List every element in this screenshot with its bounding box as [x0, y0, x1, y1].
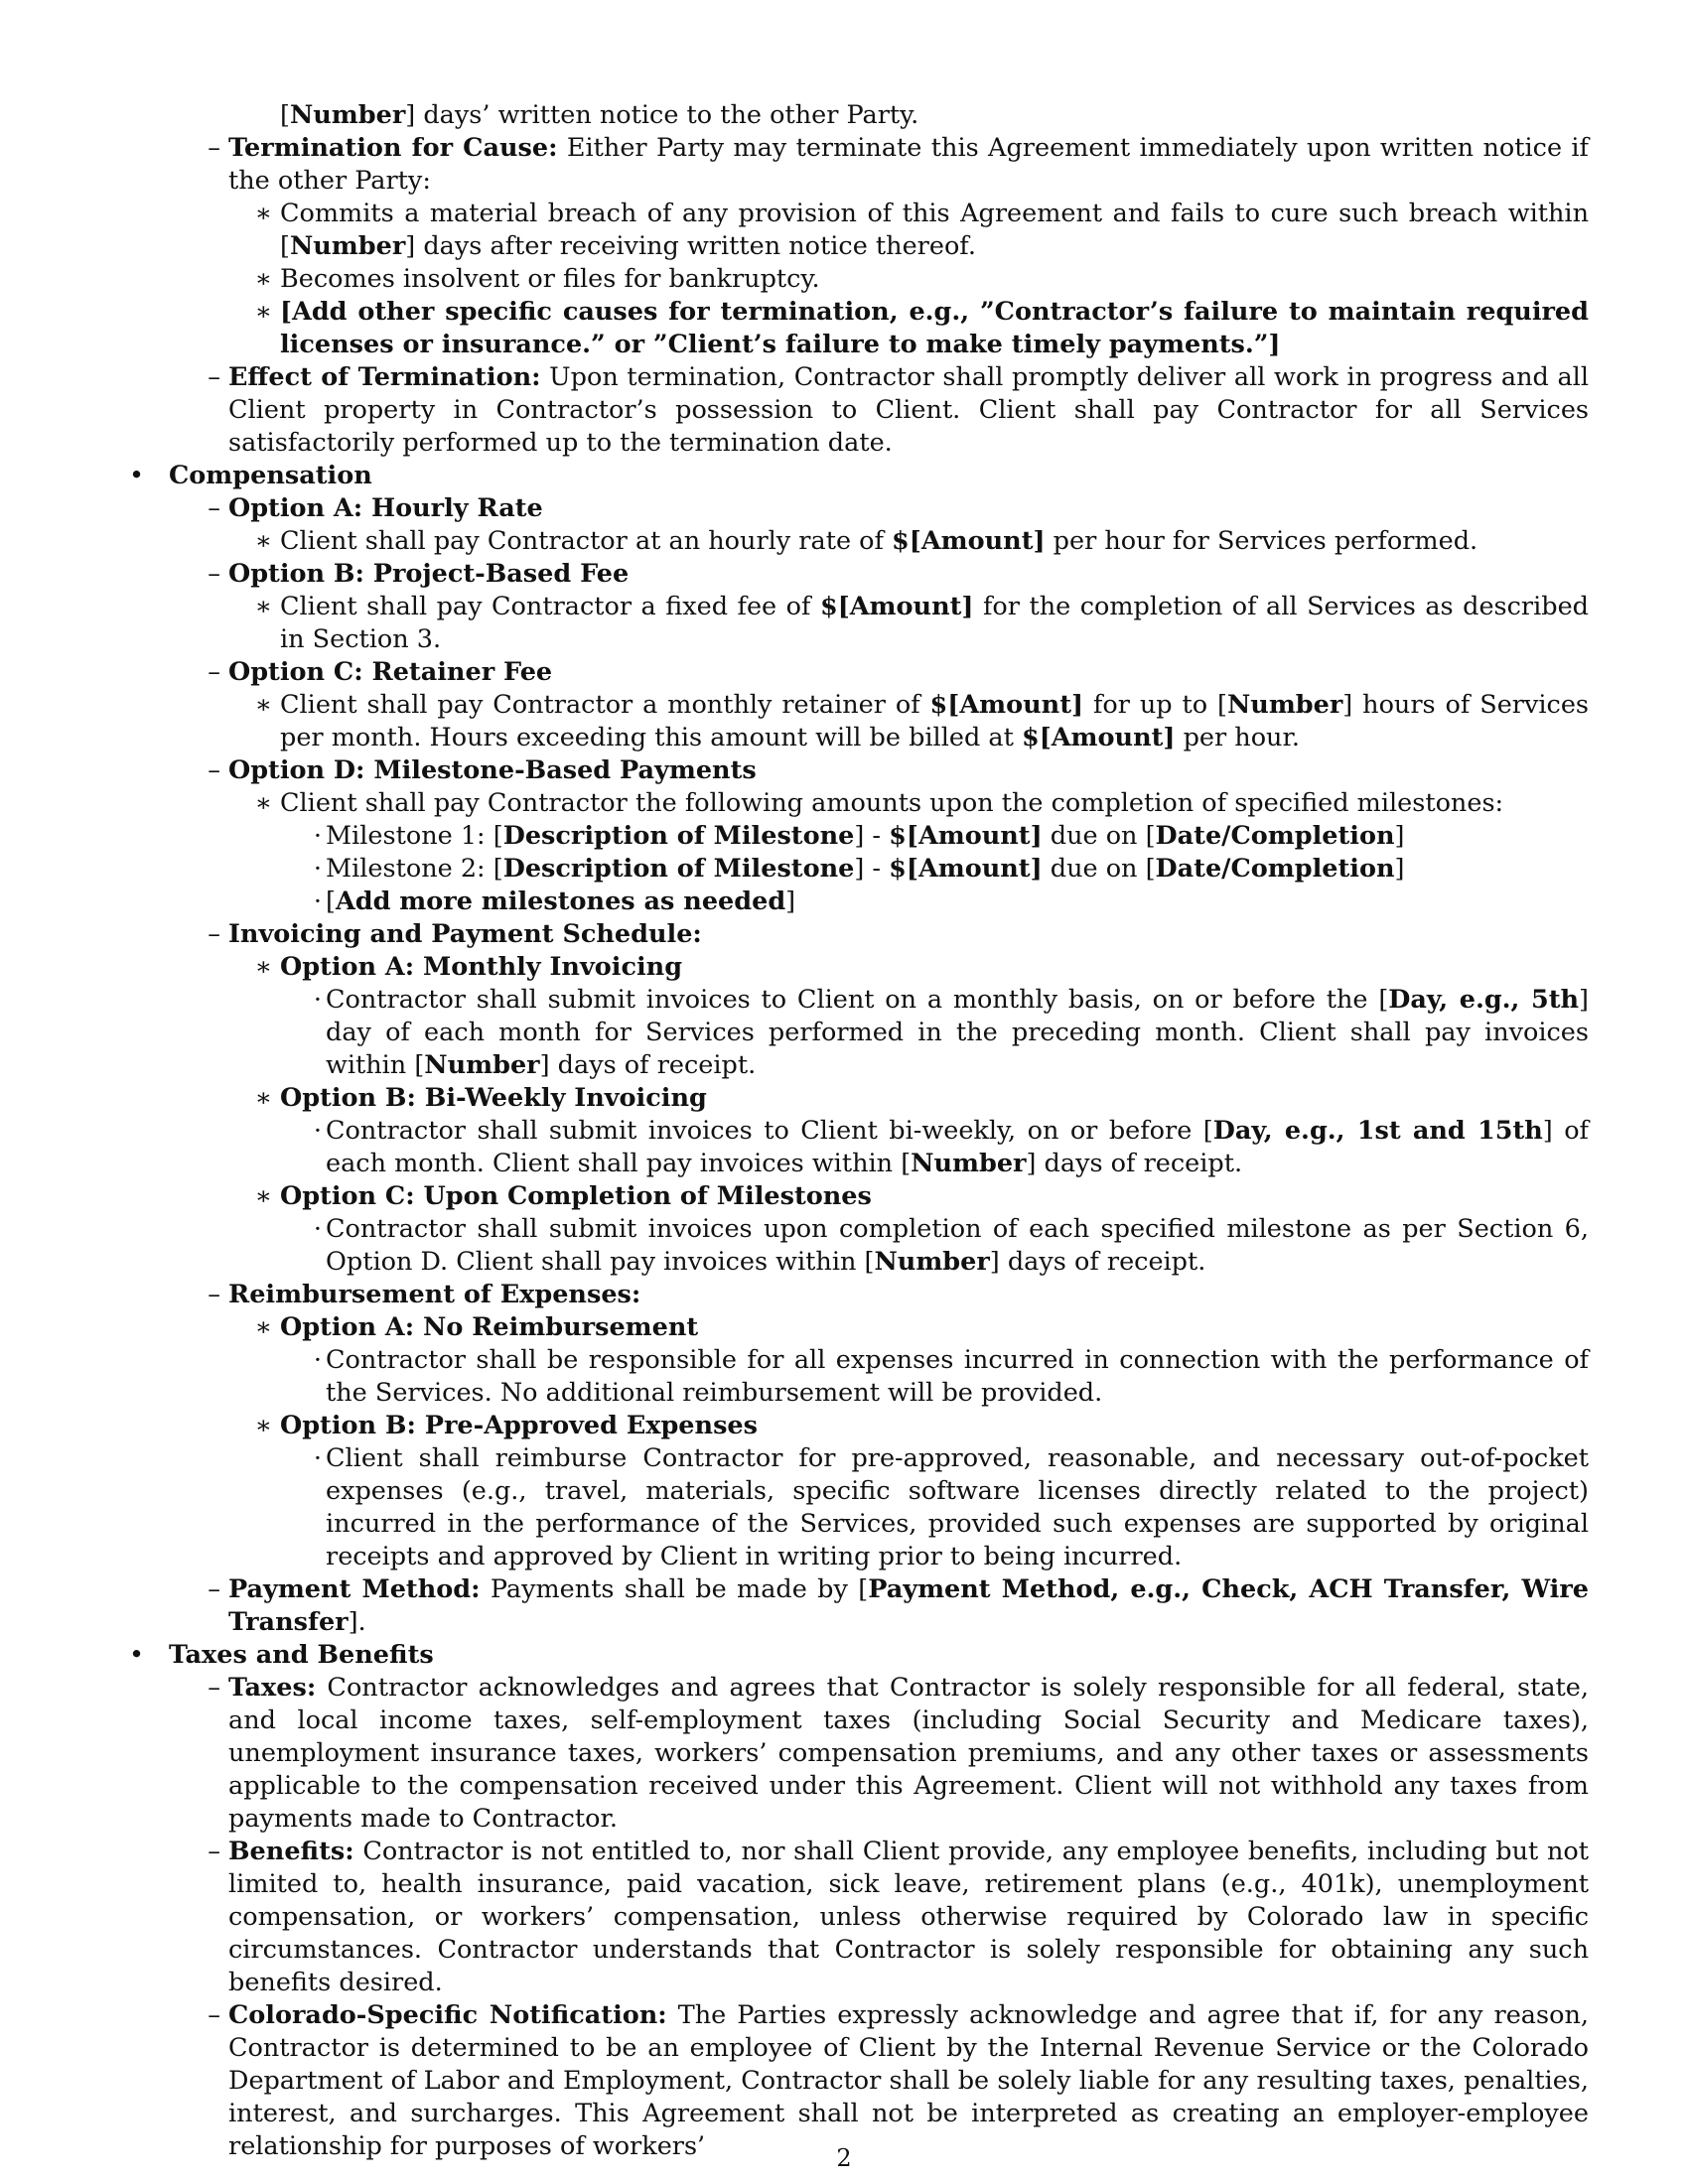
invoicing-option-a-text: · Contractor shall submit invoices to Client on a monthly basis, on or before the [Day, e.g., 5th] day of each month for Services performed in the preceding month. Client shall pay invoices within [Number] days of receipt. — [129, 984, 1589, 1082]
bullet-marker: • — [129, 1640, 145, 1670]
asterisk-marker: ∗ — [254, 199, 272, 228]
dash-marker: – — [208, 133, 220, 163]
bullet-marker: • — [129, 461, 145, 490]
option-a-hourly: – Option A: Hourly Rate — [129, 492, 1589, 525]
payment-method: – Payment Method: Payments shall be made by [Payment Method, e.g., Check, ACH Transfer, Wire Transfer]. — [129, 1573, 1589, 1639]
option-a-text: ∗ Client shall pay Contractor at an hourly rate of $[Amount] per hour for Services performed. — [129, 525, 1589, 558]
dash-marker: – — [208, 1673, 220, 1703]
dash-marker: – — [208, 559, 220, 589]
option-c-retainer: – Option C: Retainer Fee — [129, 656, 1589, 689]
invoicing-option-a: ∗ Option A: Monthly Invoicing — [129, 951, 1589, 984]
invoicing-option-c-text: · Contractor shall submit invoices upon completion of each specified milestone as per Section 6, Option D. Client shall pay invoices within [Number] days of receipt. — [129, 1213, 1589, 1279]
dash-marker: – — [208, 1837, 220, 1866]
dot-marker: · — [313, 1443, 322, 1473]
asterisk-marker: ∗ — [254, 1083, 272, 1113]
reimbursement-of-expenses: – Reimbursement of Expenses: — [129, 1279, 1589, 1311]
dot-marker: · — [313, 985, 322, 1015]
reimbursement-option-a-text: · Contractor shall be responsible for all expenses incurred in connection with the performance of the Services. No additional reimbursement will be provided. — [129, 1344, 1589, 1410]
asterisk-marker: ∗ — [254, 297, 272, 327]
document-page — [129, 99, 1589, 2163]
dash-marker: – — [208, 362, 220, 392]
cause-material-breach: ∗ Commits a material breach of any provision of this Agreement and fails to cure such breach within [Number] days after receiving written notice thereof. — [129, 198, 1589, 263]
dash-marker: – — [208, 1574, 220, 1604]
asterisk-marker: ∗ — [254, 526, 272, 556]
dash-marker: – — [208, 919, 220, 949]
option-b-text: ∗ Client shall pay Contractor a fixed fee of $[Amount] for the completion of all Services as described in Section 3. — [129, 591, 1589, 656]
dot-marker: · — [313, 887, 322, 916]
option-c-text: ∗ Client shall pay Contractor a monthly retainer of $[Amount] for up to [Number] hours of Services per month. Hours exceeding this amount will be billed at $[Amount] per hour. — [129, 689, 1589, 754]
option-d-milestones: – Option D: Milestone-Based Payments — [129, 754, 1589, 787]
cause-other-placeholder: ∗ [Add other specific causes for termination, e.g., ”Contractor’s failure to maintain required licenses or insurance.” or ”Client’s failure to make timely payments.”] — [129, 296, 1589, 361]
option-b-project: – Option B: Project-Based Fee — [129, 558, 1589, 591]
dot-marker: · — [313, 854, 322, 884]
section-taxes-benefits: • Taxes and Benefits — [129, 1640, 434, 1670]
milestone-2: · Milestone 2: [Description of Milestone] - $[Amount] due on [Date/Completion] — [129, 853, 1589, 886]
asterisk-marker: ∗ — [254, 1181, 272, 1211]
invoicing-option-c: ∗ Option C: Upon Completion of Milestones — [129, 1180, 1589, 1213]
milestone-1: · Milestone 1: [Description of Milestone] - $[Amount] due on [Date/Completion] — [129, 820, 1589, 853]
dash-marker: – — [208, 755, 220, 785]
effect-of-termination: – Effect of Termination: Upon termination, Contractor shall promptly deliver all work in progress and all Client property in Contractor’s possession to Client. Client shall pay Contractor for all Services satisfactorily performed up to the termination date. — [129, 361, 1589, 460]
section-compensation: • Compensation — [129, 461, 372, 490]
asterisk-marker: ∗ — [254, 264, 272, 294]
reimbursement-option-a: ∗ Option A: No Reimbursement — [129, 1311, 1589, 1344]
invoicing-option-b-text: · Contractor shall submit invoices to Client bi-weekly, on or before [Day, e.g., 1st and 15th] of each month. Client shall pay invoices within [Number] days of receipt. — [129, 1115, 1589, 1180]
taxes-clause: – Taxes: Contractor acknowledges and agrees that Contractor is solely responsible for all federal, state, and local income taxes, self-employment taxes (including Social Security and Medicare taxes), unemployment insurance taxes, workers’ compensation premiums, and any other taxes or assessments applicable to the compensation received under this Agreement. Client will not withhold any taxes from payments made to Contractor. — [129, 1672, 1589, 1836]
asterisk-marker: ∗ — [254, 690, 272, 720]
asterisk-marker: ∗ — [254, 592, 272, 621]
milestone-more: · [Add more milestones as needed] — [129, 886, 1589, 918]
page-number: 2 — [836, 2144, 852, 2172]
dash-marker: – — [208, 1280, 220, 1309]
invoicing-schedule: – Invoicing and Payment Schedule: — [129, 918, 1589, 951]
invoicing-option-b: ∗ Option B: Bi-Weekly Invoicing — [129, 1082, 1589, 1115]
reimbursement-option-b-text: · Client shall reimburse Contractor for pre-approved, reasonable, and necessary out-of-pocket expenses (e.g., travel, materials, specific software licenses directly related to the project) incurred in the performance of the Services, provided such expenses are supported by original receipts and approved by Client in writing prior to being incurred. — [129, 1442, 1589, 1573]
cause-insolvency: ∗ Becomes insolvent or files for bankruptcy. — [129, 263, 1589, 296]
dash-marker: – — [208, 493, 220, 523]
dot-marker: · — [313, 1116, 322, 1146]
asterisk-marker: ∗ — [254, 952, 272, 982]
termination-notice-continuation: [Number] days’ written notice to the other Party. — [280, 100, 919, 130]
dot-marker: · — [313, 1345, 322, 1375]
termination-for-cause: – Termination for Cause: Either Party may terminate this Agreement immediately upon written notice if the other Party: — [129, 132, 1589, 198]
dot-marker: · — [313, 821, 322, 851]
asterisk-marker: ∗ — [254, 788, 272, 818]
benefits-clause: – Benefits: Contractor is not entitled to, nor shall Client provide, any employee benefits, including but not limited to, health insurance, paid vacation, sick leave, retirement plans (e.g., 401k), unemployment compensation, or workers’ compensation, unless otherwise required by Colorado law in specific circumstances. Contractor understands that Contractor is solely responsible for obtaining any such benefits desired. — [129, 1836, 1589, 1999]
option-d-text: ∗ Client shall pay Contractor the following amounts upon the completion of specified milestones: — [129, 787, 1589, 820]
colorado-notification-clause: – Colorado-Specific Notification: The Parties expressly acknowledge and agree that if, for any reason, Contractor is determined to be an employee of Client by the Internal Revenue Service or the Colorado Department of Labor and Employment, Contractor shall be solely liable for any resulting taxes, penalties, interest, and surcharges. This Agreement shall not be interpreted as creating an employer-employee relationship for purposes of workers’ — [129, 1999, 1589, 2163]
reimbursement-option-b: ∗ Option B: Pre-Approved Expenses — [129, 1410, 1589, 1442]
asterisk-marker: ∗ — [254, 1312, 272, 1342]
asterisk-marker: ∗ — [254, 1411, 272, 1440]
dot-marker: · — [313, 1214, 322, 1244]
dash-marker: – — [208, 657, 220, 687]
dash-marker: – — [208, 2000, 220, 2030]
